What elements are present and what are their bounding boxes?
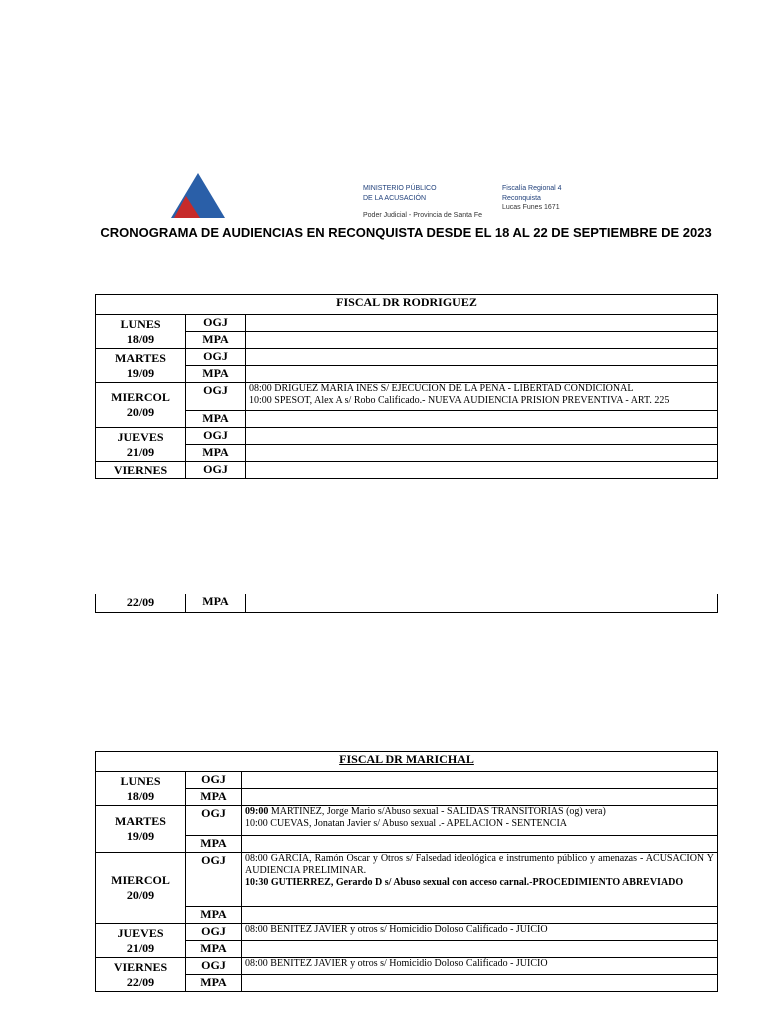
hearing-entry: 08:00 BENITEZ JAVIER y otros s/ Homicidio Doloso Calificado - JUICIO bbox=[245, 924, 548, 935]
hearing-cell bbox=[242, 924, 718, 941]
day-cell-viernes: VIERNES 22/09 bbox=[96, 958, 186, 992]
day-cell-jueves: JUEVES 21/09 bbox=[96, 924, 186, 958]
hearing-entry: 10:00 SPESOT, Alex A s/ Robo Calificado.- NUEVA AUDIENCIA PRISION PREVENTIVA - ART. 225 bbox=[249, 395, 670, 406]
ogj-label: OGJ bbox=[186, 462, 246, 479]
day-cell-lunes: LUNES 18/09 bbox=[96, 772, 186, 806]
hearing-cell bbox=[246, 594, 718, 612]
org-name-line2: DE LA ACUSACIÓN bbox=[363, 195, 427, 202]
org-name-line3: Poder Judicial - Provincia de Santa Fe bbox=[363, 212, 483, 219]
ogj-label: OGJ bbox=[186, 772, 242, 789]
hearing-cell bbox=[246, 428, 718, 445]
day-cell-miercol: MIERCOL 20/09 bbox=[96, 853, 186, 924]
fiscal-header: FISCAL DR RODRIGUEZ bbox=[96, 295, 718, 315]
hearing-entry: 08:00 DRIGUEZ MARIA INES S/ EJECUCION DE LA PENA - LIBERTAD CONDICIONAL bbox=[249, 383, 634, 394]
office-line2: Reconquista bbox=[502, 195, 541, 202]
hearing-entry: 08:00 BENITEZ JAVIER y otros s/ Homicidio Doloso Calificado - JUICIO bbox=[245, 958, 548, 969]
office-line3: Lucas Funes 1671 bbox=[502, 204, 560, 211]
day-cell-martes: MARTES 19/09 bbox=[96, 806, 186, 853]
hearing-cell bbox=[246, 411, 718, 428]
ogj-label: OGJ bbox=[186, 315, 246, 332]
day-cell-miercol: MIERCOL 20/09 bbox=[96, 383, 186, 428]
ogj-label: OGJ bbox=[186, 924, 242, 941]
day-cell-viernes: VIERNES bbox=[96, 462, 186, 479]
ogj-label: OGJ bbox=[186, 428, 246, 445]
hearing-cell bbox=[246, 366, 718, 383]
mpa-label: MPA bbox=[186, 836, 242, 853]
hearing-cell bbox=[242, 975, 718, 992]
day-cell-lunes: LUNES 18/09 bbox=[96, 315, 186, 349]
mpa-label: MPA bbox=[186, 366, 246, 383]
fiscal-header: FISCAL DR MARICHAL bbox=[96, 752, 718, 772]
day-cell-martes: MARTES 19/09 bbox=[96, 349, 186, 383]
hearing-cell bbox=[242, 853, 718, 907]
ogj-label: OGJ bbox=[186, 806, 242, 836]
hearing-cell bbox=[246, 349, 718, 366]
page-title: CRONOGRAMA DE AUDIENCIAS EN RECONQUISTA DESDE EL 18 AL 22 DE SEPTIEMBRE DE 2023 bbox=[100, 225, 712, 240]
mpa-label: MPA bbox=[186, 907, 242, 924]
schedule-table-rodriguez-continued bbox=[95, 594, 718, 613]
ogj-label: OGJ bbox=[186, 349, 246, 366]
ogj-label: OGJ bbox=[186, 958, 242, 975]
hearing-cell bbox=[246, 332, 718, 349]
hearing-cell bbox=[242, 907, 718, 924]
hearing-entry: 08:00 GARCIA, Ramón Oscar y Otros s/ Falsedad ideológica e instrumento público y amenazas - ACUSACION Y AUDIENCIA PRELIMINAR. bbox=[245, 853, 714, 876]
mpa-logo bbox=[170, 172, 226, 220]
hearing-cell bbox=[242, 941, 718, 958]
hearing-cell bbox=[246, 315, 718, 332]
mpa-label: MPA bbox=[186, 789, 242, 806]
mpa-label: MPA bbox=[186, 941, 242, 958]
day-cell-jueves: JUEVES 21/09 bbox=[96, 428, 186, 462]
mpa-label: MPA bbox=[186, 594, 246, 612]
office-line1: Fiscalía Regional 4 bbox=[502, 185, 562, 192]
hearing-cell bbox=[242, 836, 718, 853]
ogj-label: OGJ bbox=[186, 383, 246, 411]
hearing-cell bbox=[242, 806, 718, 836]
hearing-entry: 09:00 MARTINEZ, Jorge Mario s/Abuso sexual - SALIDAS TRANSITORIAS (og) vera) bbox=[245, 806, 606, 817]
hearing-cell bbox=[246, 383, 718, 411]
schedule-table-marichal bbox=[95, 751, 718, 992]
day-cell-viernes-date: 22/09 bbox=[96, 594, 186, 612]
mpa-label: MPA bbox=[186, 975, 242, 992]
hearing-entry: 10:00 CUEVAS, Jonatan Javier s/ Abuso sexual .- APELACION - SENTENCIA bbox=[245, 818, 568, 829]
schedule-table-rodriguez bbox=[95, 294, 718, 479]
org-name-line1: MINISTERIO PÚBLICO bbox=[363, 185, 437, 192]
mpa-label: MPA bbox=[186, 332, 246, 349]
mpa-label: MPA bbox=[186, 445, 246, 462]
hearing-cell bbox=[246, 445, 718, 462]
hearing-cell bbox=[242, 789, 718, 806]
mpa-label: MPA bbox=[186, 411, 246, 428]
hearing-cell bbox=[242, 958, 718, 975]
hearing-cell bbox=[242, 772, 718, 789]
hearing-cell bbox=[246, 462, 718, 479]
hearing-entry: 10:30 GUTIERREZ, Gerardo D s/ Abuso sexual con acceso carnal.-PROCEDIMIENTO ABREVIADO bbox=[245, 877, 684, 888]
ogj-label: OGJ bbox=[186, 853, 242, 907]
